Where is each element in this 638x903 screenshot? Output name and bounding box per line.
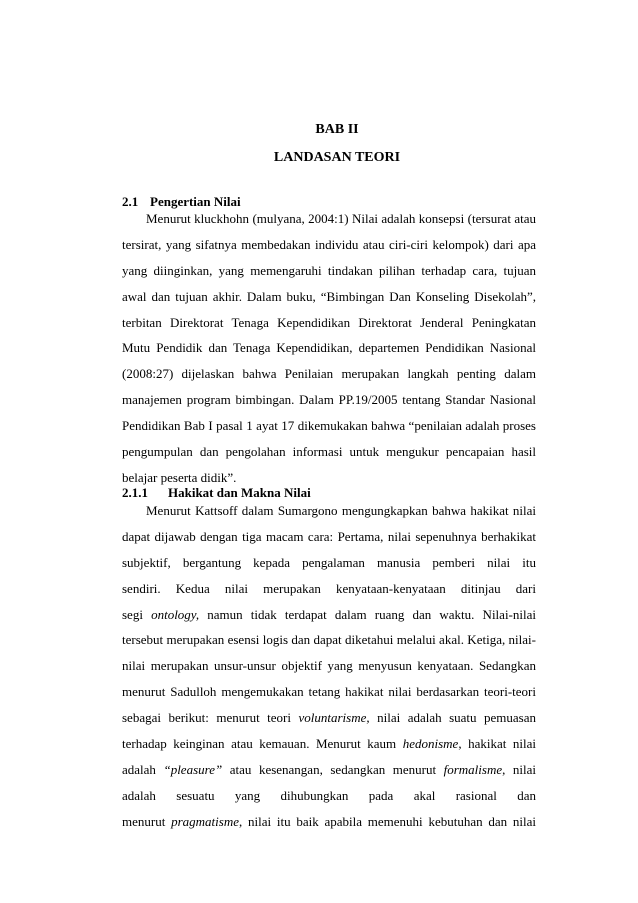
text-line: terhadap keinginan atau kemauan. Menurut kaum hedonisme, hakikat nilai (122, 736, 536, 752)
text-line: segi ontology, namun tidak terdapat dalam ruang dan waktu. Nilai-nilai (122, 606, 536, 622)
text-line: menurut pragmatisme, nilai itu baik apabila memenuhi kebutuhan dan nilai (122, 813, 536, 829)
section-number: 2.1 (122, 194, 139, 209)
text-line: manajemen program bimbingan. Dalam PP.19/2005 tentang Standar Nasional (122, 392, 536, 408)
text-line: tersirat, yang sifatnya membedakan individu atau ciri-ciri kelompok) dari apa (122, 236, 536, 252)
text-line: menurut Sadulloh mengemukakan tetang hakikat nilai berdasarkan teori-teori (122, 684, 536, 700)
section-title: Pengertian Nilai (150, 194, 241, 209)
text-line: sebagai berikut: menurut teori voluntarisme, nilai adalah suatu pemuasan (122, 710, 536, 726)
text-line: Mutu Pendidik dan Tenaga Kependidikan, departemen Pendidikan Nasional (122, 340, 536, 356)
text-line: (2008:27) dijelaskan bahwa Penilaian merupakan langkah penting dalam (122, 366, 536, 382)
text-line: adalah sesuatu yang dihubungkan pada akal rasional dan (122, 787, 536, 803)
paragraph-pengertian-nilai (122, 206, 536, 491)
section-number: 2.1.1 (122, 485, 148, 500)
section-title: Hakikat dan Makna Nilai (168, 485, 311, 500)
text-line: sendiri. Kedua nilai merupakan kenyataan-kenyataan ditinjau dari (122, 580, 536, 596)
paragraph-hakikat-nilai (122, 498, 536, 835)
text-line: Menurut kluckhohn (mulyana, 2004:1) Nilai adalah konsepsi (tersurat atau (146, 211, 536, 226)
text-line: awal dan tujuan akhir. Dalam buku, “Bimbingan Dan Konseling Disekolah”, (122, 288, 536, 304)
text-line: adalah “pleasure” atau kesenangan, sedangkan menurut formalisme, nilai (122, 761, 537, 777)
chapter-number: BAB II (315, 122, 359, 137)
text-line: Pendidikan Bab I pasal 1 ayat 17 dikemukakan bahwa “penilaian adalah proses (122, 418, 536, 434)
text-line: subjektif, bergantung kepada pengalaman manusia pemberi nilai itu (122, 554, 536, 570)
text-line: tersebut merupakan esensi logis dan dapat diketahui melalui akal. Ketiga, nilai- (122, 632, 536, 648)
text-line: pengumpulan dan pengolahan informasi untuk mengukur pencapaian hasil (122, 444, 536, 460)
chapter-title: LANDASAN TEORI (273, 150, 401, 165)
text-line: dapat dijawab dengan tiga macam cara: Pertama, nilai sepenuhnya berhakikat (122, 528, 536, 544)
text-line: nilai merupakan unsur-unsur objektif yang menyusun kenyataan. Sedangkan (122, 658, 536, 674)
text-line: Menurut Kattsoff dalam Sumargono mengungkapkan bahwa hakikat nilai (146, 503, 536, 518)
text-line: yang diinginkan, yang memengaruhi tindakan pilihan terhadap cara, tujuan (122, 262, 536, 278)
text-line: terbitan Direktorat Tenaga Kependidikan Direktorat Jenderal Peningkatan (122, 314, 536, 330)
text-line: belajar peserta didik”. (122, 469, 237, 485)
